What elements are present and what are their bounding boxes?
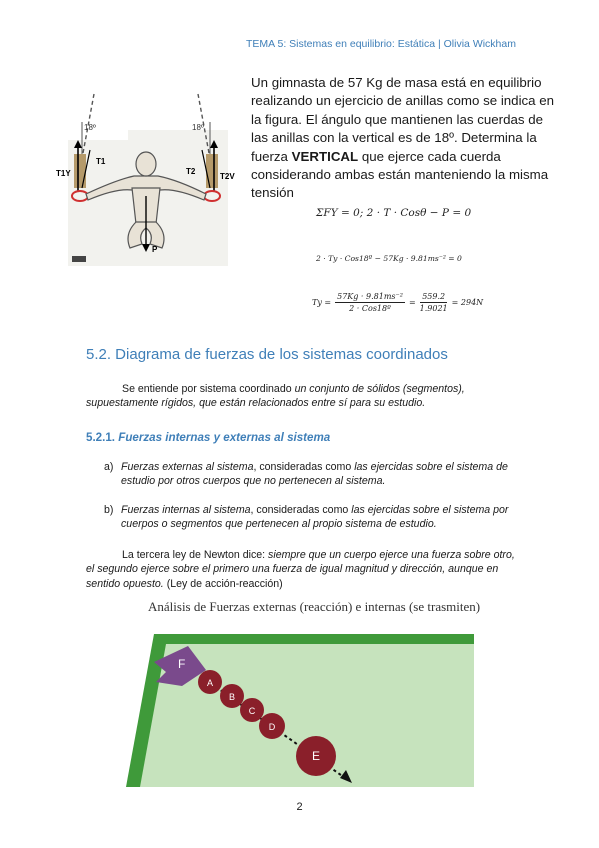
list-item-internal: b) Fuerzas internas al sistema, consideradas como las ejercidas sobre el sistema por cuerpos o segmentos que pertenecen al propio sistema de estudio. — [104, 504, 509, 531]
subsection-heading: 5.2.1. Fuerzas internas y externas al sistema — [86, 431, 331, 444]
definition-paragraph: Se entiende por sistema coordinado un conjunto de sólidos (segmentos), supuestamente rígidos, que están relacionados entre sí para su estudio. — [86, 383, 465, 410]
newton-paragraph: La tercera ley de Newton dice: siempre que un cuerpo ejerce una fuerza sobre otro, el segundo ejerce sobre el primero una fuerza de igual magnitud y dirección, aunque en sentido opuesto. (Ley de acción-reacción) — [86, 549, 515, 590]
forces-figure — [126, 622, 474, 787]
page-number: 2 — [296, 801, 303, 813]
ball-label-b: B — [228, 692, 236, 702]
angle-label-right: 18º — [192, 123, 204, 132]
section-heading: 5.2. Diagrama de fuerzas de los sistemas coordinados — [86, 346, 448, 363]
equation-result: Ty = $\frac{\text{57Kg · 9.81ms⁻²}}{\text{2 · Cos18º}}$ = $\frac{559.2}{1.9021}$ = 294N — [312, 292, 484, 313]
equation-sum-forces: ΣFY = 0; 2 · T · Cosθ − P = 0 — [316, 207, 472, 219]
label-p: P — [152, 245, 158, 254]
label-t2: T2 — [186, 167, 196, 176]
gymnast-figure — [56, 84, 238, 270]
problem-statement: Un gimnasta de 57 Kg de masa está en equilibrio realizando un ejercicio de anillas como se indica en la figura. El ángulo que mantienen las cuerdas de las anillas con la vertical es de 18º. Determina la fuerza VERTICAL que ejerce cada cuerda considerando ambas están manteniendo la misma tensión — [251, 75, 555, 201]
label-t1y: T1Y — [56, 169, 71, 178]
ball-label-e: E — [311, 749, 321, 763]
left-force-block — [74, 154, 86, 188]
figure-caption: Análisis de Fuerzas externas (reacción) e internas (se trasmiten) — [148, 599, 481, 614]
page-header: TEMA 5: Sistemas en equilibrio: Estática | Olivia Wickham — [246, 38, 516, 50]
equation-substitution: 2 · Ty · Cos18º − 57Kg · 9.81ms⁻² = 0 — [316, 254, 462, 263]
label-t1: T1 — [96, 157, 106, 166]
label-f: F — [178, 657, 186, 671]
ball-label-a: A — [206, 678, 214, 688]
ball-label-d: D — [268, 722, 276, 732]
figure-logo — [72, 256, 86, 262]
angle-label-left: 18º — [84, 123, 96, 132]
label-t2v: T2V — [220, 172, 235, 181]
right-force-block — [206, 154, 218, 188]
problem-emphasis: VERTICAL — [291, 148, 359, 164]
ball-label-c: C — [248, 706, 256, 716]
list-item-external: a) Fuerzas externas al sistema, consideradas como las ejercidas sobre el sistema de estudio por otros cuerpos que no pertenecen al sistema. — [104, 461, 508, 488]
